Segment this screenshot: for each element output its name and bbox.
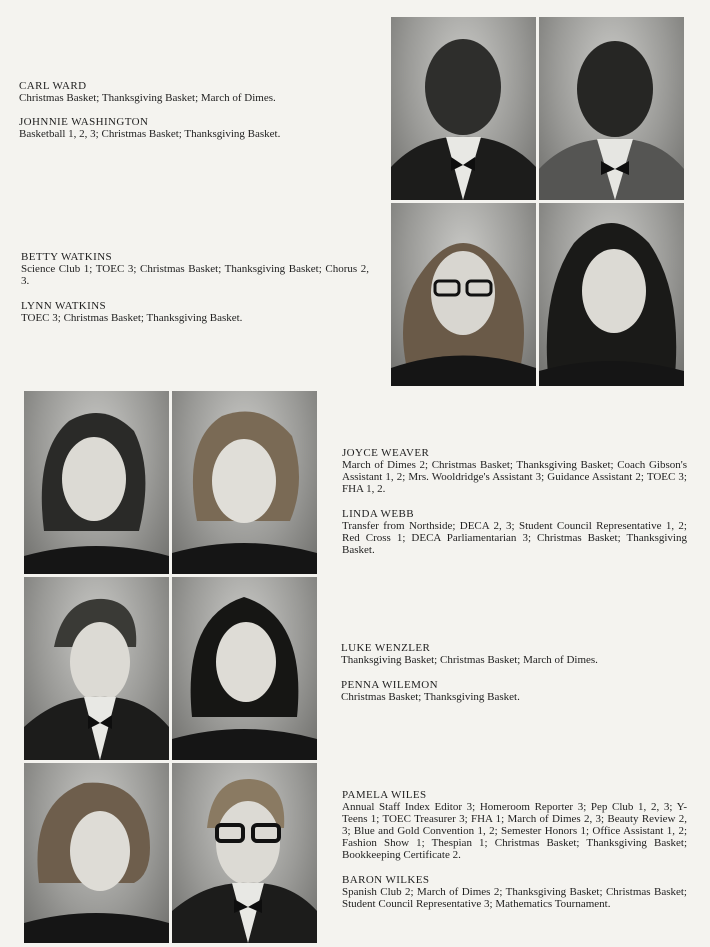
student-activities: Transfer from Northside; DECA 2, 3; Student Council Representative 1, 2; Red Cross 1; DECA Parliamentarian 3; Christmas Basket; Thanksgiving Basket. xyxy=(342,520,687,556)
student-entry-joyce-weaver xyxy=(342,447,687,495)
student-activities: March of Dimes 2; Christmas Basket; Thanksgiving Basket; Coach Gibson's Assistant 1, 2; Mrs. Wooldridge's Assistant 3; Guidance Assistant 2; TOEC 3; FHA 1, 2. xyxy=(342,459,687,495)
student-entry-baron-wilkes xyxy=(342,874,687,910)
student-entry-luke-wenzler xyxy=(341,642,686,666)
portrait-photo-carl-ward xyxy=(391,17,536,200)
student-name: BARON WILKES xyxy=(342,874,430,886)
portrait-photo-johnnie-washington xyxy=(539,17,684,200)
student-name: LYNN WATKINS xyxy=(21,300,107,312)
portrait-photo-joyce-weaver xyxy=(24,391,169,574)
student-activities: Spanish Club 2; March of Dimes 2; Thanksgiving Basket; Christmas Basket; Student Council Representative 3; Mathematics Tournament. xyxy=(342,886,687,910)
student-name: JOYCE WEAVER xyxy=(342,447,430,459)
student-entry-carl-ward xyxy=(19,80,359,104)
student-name: PENNA WILEMON xyxy=(341,679,438,691)
student-name: CARL WARD xyxy=(19,80,87,92)
portrait-photo-pamela-wiles xyxy=(24,763,169,943)
portrait-photo-lynn-watkins xyxy=(539,203,684,386)
student-activities: Christmas Basket; Thanksgiving Basket; March of Dimes. xyxy=(19,92,276,104)
student-activities: Annual Staff Index Editor 3; Homeroom Reporter 3; Pep Club 1, 2, 3; Y-Teens 1; TOEC Treasurer 3; FHA 1; March of Dimes 2, 3; Beauty Review 2, 3; Blue and Gold Convention 1, 2; Semester Honors 1; Office Assistant 1, 2; Fashion Show 1; Thespian 1; Christmas Basket; Thanksgiving Basket; Bookkeeping Certificate 2. xyxy=(342,801,687,861)
portrait-photo-linda-webb xyxy=(172,391,317,574)
student-name: BETTY WATKINS xyxy=(21,251,113,263)
student-activities: Basketball 1, 2, 3; Christmas Basket; Thanksgiving Basket. xyxy=(19,128,281,140)
student-entry-linda-webb xyxy=(342,508,687,556)
student-entry-johnnie-washington xyxy=(19,116,359,140)
student-activities: Christmas Basket; Thanksgiving Basket. xyxy=(341,691,520,703)
student-activities: TOEC 3; Christmas Basket; Thanksgiving Basket. xyxy=(21,312,243,324)
student-entry-betty-watkins xyxy=(21,251,369,287)
student-entry-penna-wilemon xyxy=(341,679,686,703)
portrait-photo-betty-watkins xyxy=(391,203,536,386)
student-entry-pamela-wiles xyxy=(342,789,687,861)
student-entry-lynn-watkins xyxy=(21,300,361,324)
portrait-photo-luke-wenzler xyxy=(24,577,169,760)
student-name: PAMELA WILES xyxy=(342,789,427,801)
student-activities: Science Club 1; TOEC 3; Christmas Basket; Thanksgiving Basket; Chorus 2, 3. xyxy=(21,263,369,287)
student-activities: Thanksgiving Basket; Christmas Basket; March of Dimes. xyxy=(341,654,598,666)
student-name: JOHNNIE WASHINGTON xyxy=(19,116,149,128)
portrait-photo-baron-wilkes xyxy=(172,763,317,943)
portrait-photo-penna-wilemon xyxy=(172,577,317,760)
student-name: LUKE WENZLER xyxy=(341,642,431,654)
student-name: LINDA WEBB xyxy=(342,508,414,520)
